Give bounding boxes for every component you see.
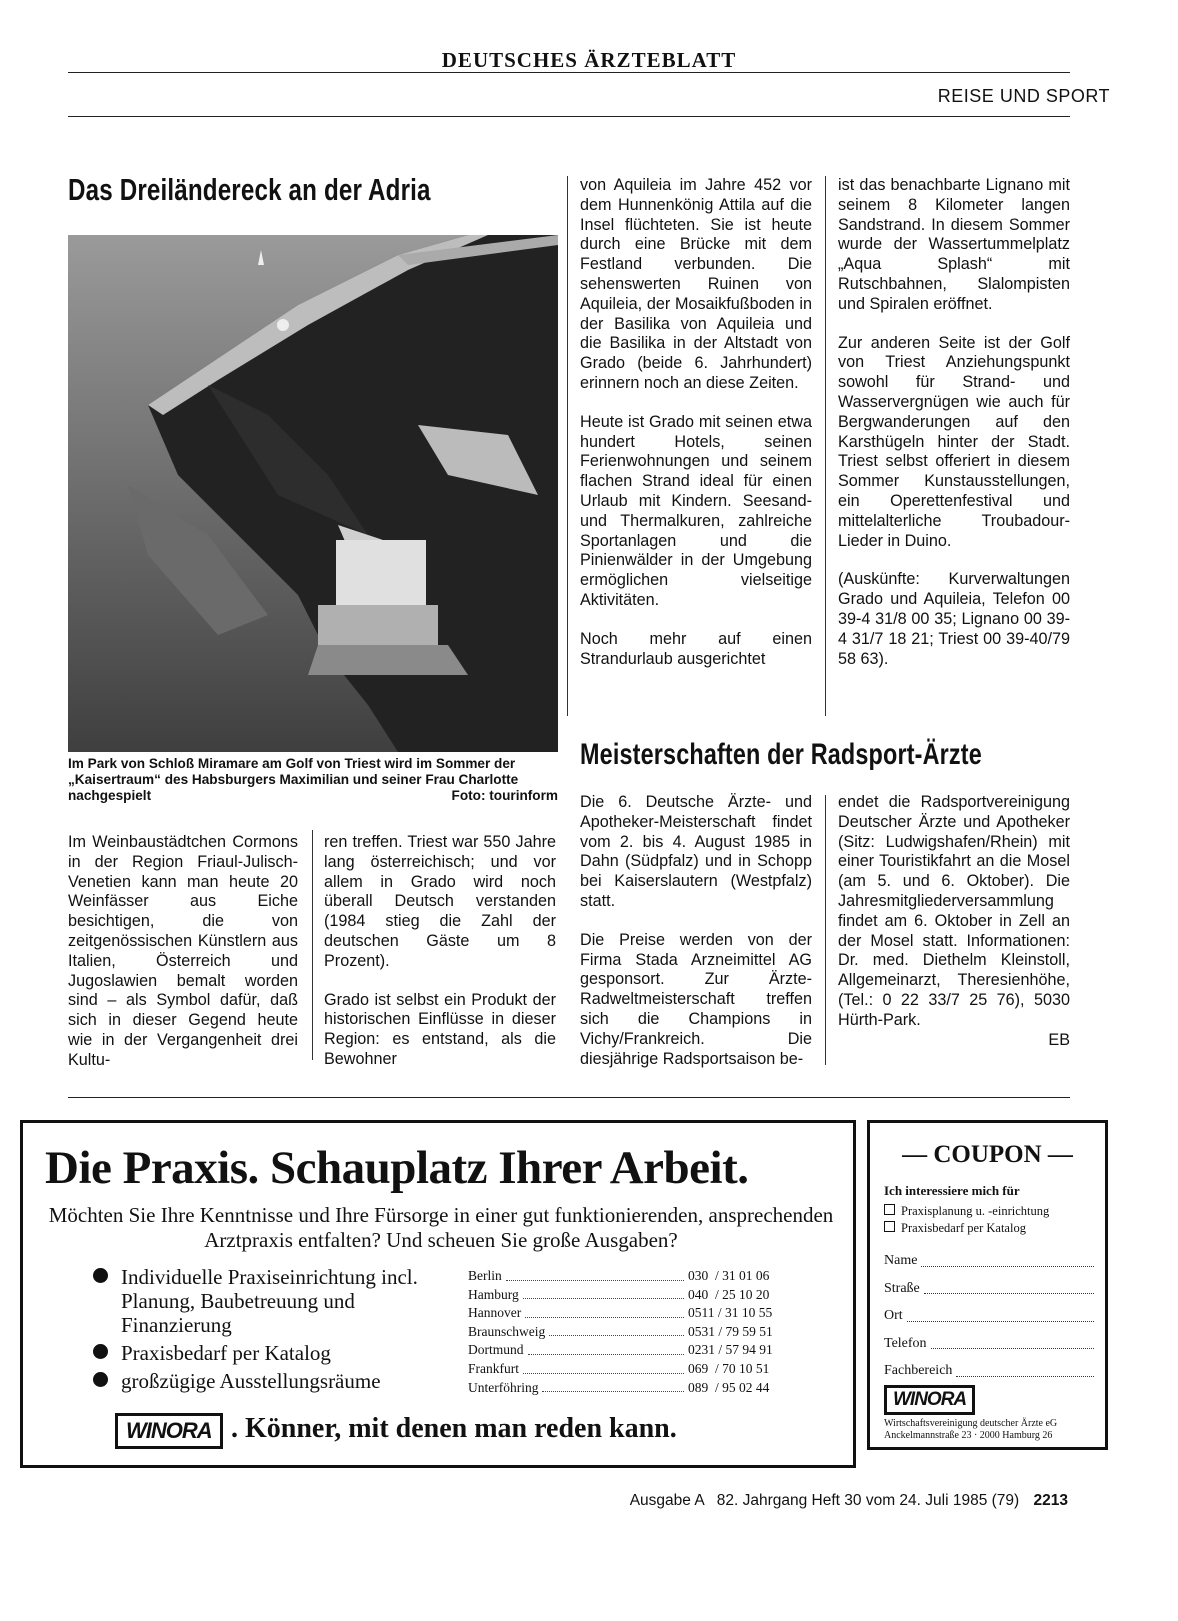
paragraph: Die 6. Deutsche Ärzte- und Apotheker-Meisterschaft findet vom 2. bis 4. August 1985 in Dahn (Südpfalz) und in Schopp bei Kaiserslautern (Westpfalz) statt. xyxy=(580,793,812,910)
paragraph: ren treffen. Triest war 550 Jahre lang österreichisch; und vor allem in Grado wird noch überall Deutsch verstanden (1984 stieg die Zahl der deutschen Gäste um 8 Prozent). xyxy=(324,833,556,970)
paragraph: Zur anderen Seite ist der Golf von Triest Anziehungspunkt sowohl für Strand- und Wasservergnügen wie auch für Bergwanderungen auf den Karsthügeln hinter der Stadt. Triest selbst offeriert in diesem Sommer Kunstausstellungen, ein Operettenfestival und mittelalterliche Troubadour-Lieder in Duino. xyxy=(838,333,1070,550)
bullet-icon xyxy=(93,1344,108,1359)
phone: 069 / 70 10 51 xyxy=(688,1360,770,1376)
coupon-form xyxy=(867,1120,1108,1450)
phone: 0231 / 57 94 91 xyxy=(688,1342,773,1358)
field-label: Name xyxy=(884,1253,918,1268)
city: Hamburg xyxy=(468,1286,519,1302)
article1-column-2 xyxy=(324,833,556,1089)
field-label: Telefon xyxy=(884,1335,927,1351)
ad-subtext: Möchten Sie Ihre Kenntnisse und Ihre Fürsorge in einer gut funktionierenden, ansprechenden Arztpraxis entfalten? Und scheuen Sie große Ausgaben? xyxy=(48,1203,834,1252)
ad-bullet-list xyxy=(93,1265,453,1393)
ad-bullet-item xyxy=(93,1265,453,1337)
bullet-icon xyxy=(93,1268,108,1283)
photo-credit: Foto: tourinform xyxy=(451,788,558,803)
coupon-winora-logo: WINORA xyxy=(884,1385,975,1415)
paragraph: endet die Radsportvereinigung Deutscher Ärzte und Apotheker (Sitz: Ludwigshafen/Rhein) mit einer Touristikfahrt an die Mosel (am 5. und 6. Oktober). Die Jahresmitgliederversammlung findet am 6. Oktober in Zell an der Mosel statt. Informationen: Dr. med. Diethelm Kleinstoll, Allgemeinarzt, Theresienhöhe, (Tel.: 0 22 33/7 25 76), 5030 Hürth-Park. xyxy=(838,793,1070,1029)
field-label: Fachbereich xyxy=(884,1363,953,1378)
city-phone-row xyxy=(468,1360,798,1379)
city: Dortmund xyxy=(468,1342,524,1358)
city-phone-row xyxy=(468,1304,798,1323)
paragraph: Im Weinbaustädtchen Cormons in der Region Friaul-Julisch-Venetien kann man heute 20 Weinfässer aus Eiche besichtigen, die von zeitgenössischen Künstlern aus Italien, Österreich und Jugoslawien bemalt worden sind – als Symbol dafür, daß sich in dieser Gegend heute wie in der Vergangenheit drei Kultu- xyxy=(68,833,298,1069)
paragraph: Grado ist selbst ein Produkt der historischen Einflüsse in dieser Region: es entstand, als die Bewohner xyxy=(324,990,556,1068)
winora-logo: WINORA xyxy=(115,1413,223,1449)
article1-column-3 xyxy=(580,176,812,688)
field-line[interactable] xyxy=(921,1247,1094,1267)
miramare-photo xyxy=(68,235,558,752)
section-rule xyxy=(68,116,1070,117)
masthead-rule xyxy=(68,72,1070,73)
checkbox-icon[interactable] xyxy=(884,1204,895,1215)
paragraph: Noch mehr auf einen Strandurlaub ausgerichtet xyxy=(580,629,812,668)
column-divider xyxy=(567,176,568,716)
coupon-field[interactable] xyxy=(884,1275,1094,1303)
article2-column-1 xyxy=(580,793,812,1088)
column-divider xyxy=(312,830,313,1060)
caption-text: Im Park von Schloß Miramare am Golf von Triest wird im Sommer der „Kaisertraum“ des Habsburgers Maximilian und seiner Frau Charlotte nachgespielt xyxy=(68,756,519,803)
option-label: Praxisbedarf per Katalog xyxy=(901,1221,1026,1235)
article2-headline: Meisterschaften der Radsport-Ärzte xyxy=(580,738,982,771)
ad-bullet-item xyxy=(93,1369,453,1393)
issue-info: Ausgabe A 82. Jahrgang Heft 30 vom 24. Juli 1985 (79) xyxy=(629,1492,1020,1509)
field-label: Ort xyxy=(884,1308,903,1323)
author-initials: EB xyxy=(1048,1030,1070,1049)
phone: 040 / 25 10 20 xyxy=(688,1286,770,1302)
paragraph: von Aquileia im Jahre 452 vor dem Hunnenkönig Attila auf die Insel flüchteten. Sie ist heute durch eine Brücke mit dem Festland verbunden. Die sehenswerten Ruinen von Aquileia, der Mosaikfußboden in der Basilika von Aquileia und die Basilika in der Altstadt von Grado (beide 6. Jahrhundert) erinnern noch an diese Zeiten. xyxy=(580,176,812,392)
city: Unterföhring xyxy=(468,1379,539,1395)
articles-bottom-rule xyxy=(68,1097,1070,1098)
winora-advertisement xyxy=(20,1120,856,1468)
field-label: Straße xyxy=(884,1280,920,1296)
coupon-interest-label: Ich interessiere mich für xyxy=(884,1183,1020,1198)
option-label: Praxisplanung u. -einrichtung xyxy=(901,1204,1050,1218)
coupon-address: Anckelmannstraße 23 · 2000 Hamburg 26 xyxy=(884,1430,1053,1441)
city: Berlin xyxy=(468,1268,502,1283)
phone: 0531 / 79 59 51 xyxy=(688,1323,773,1339)
coupon-title: — COUPON — xyxy=(902,1141,1073,1168)
coupon-field[interactable] xyxy=(884,1247,1094,1275)
phone: 0511 / 31 10 55 xyxy=(688,1305,773,1321)
photo-caption xyxy=(68,756,558,804)
paragraph: Heute ist Grado mit seinen etwa hundert Hotels, seinen Ferienwohnungen und seinem flachen Strand ideal für einen Urlaub mit Kindern. Seesand- und Thermalkuren, zahlreiche Sportanlagen und die Pinienwälder in der Umgebung ermöglichen vielseitige Aktivitäten. xyxy=(580,412,812,609)
ad-headline: Die Praxis. Schauplatz Ihrer Arbeit. xyxy=(45,1142,749,1194)
bullet-icon xyxy=(93,1372,108,1387)
article2-column-2 xyxy=(838,793,1070,1050)
coupon-org: Wirtschaftsvereinigung deutscher Ärzte eG xyxy=(884,1418,1058,1429)
checkbox-icon[interactable] xyxy=(884,1221,895,1232)
city-phone-row xyxy=(468,1286,798,1305)
city-phone-row xyxy=(468,1323,798,1342)
column-divider xyxy=(825,795,826,1065)
field-line[interactable] xyxy=(931,1330,1094,1350)
field-line[interactable] xyxy=(907,1302,1094,1322)
city-phone-row xyxy=(468,1379,798,1398)
coupon-fields xyxy=(884,1247,1094,1385)
paragraph: Die Preise werden von der Firma Stada Arzneimittel AG gesponsort. Zur Ärzte-Radweltmeisterschaft treffen sich die Champions in Vichy/Frankreich. Die diesjährige Radsportsaison be- xyxy=(580,930,812,1068)
bullet-text: Praxisbedarf per Katalog xyxy=(121,1341,331,1365)
column-divider xyxy=(825,176,826,716)
city: Braunschweig xyxy=(468,1323,546,1339)
ad-slogan: . Könner, mit denen man reden kann. xyxy=(231,1413,677,1444)
coupon-field[interactable] xyxy=(884,1330,1094,1358)
footer xyxy=(630,1492,1068,1510)
article1-column-4 xyxy=(838,176,1070,688)
coupon-option[interactable] xyxy=(884,1203,1049,1220)
coupon-address-block xyxy=(884,1418,1057,1442)
bullet-text: Individuelle Praxiseinrichtung incl. Planung, Baubetreuung und Finanzierung xyxy=(121,1265,418,1337)
field-line[interactable] xyxy=(924,1275,1094,1295)
phone: 089 / 95 02 44 xyxy=(688,1379,770,1395)
masthead: DEUTSCHES ÄRZTEBLATT xyxy=(441,48,737,72)
article1-column-1 xyxy=(68,833,298,1090)
paragraph: (Auskünfte: Kurverwaltungen Grado und Aquileia, Telefon 00 39-4 31/8 00 35; Lignano 00 39-4 31/7 18 21; Triest 00 39-40/79 58 63). xyxy=(838,570,1070,668)
bullet-text: großzügige Ausstellungsräume xyxy=(121,1369,381,1393)
ad-city-phone-list xyxy=(468,1267,798,1397)
coupon-options xyxy=(884,1203,1049,1237)
field-line[interactable] xyxy=(956,1357,1094,1377)
coupon-field[interactable] xyxy=(884,1357,1094,1385)
city: Hannover xyxy=(468,1305,522,1321)
section-label: REISE UND SPORT xyxy=(937,86,1110,106)
coupon-field[interactable] xyxy=(884,1302,1094,1330)
paragraph: ist das benachbarte Lignano mit seinem 8 Kilometer langen Sandstrand. In diesem Sommer wurde der Wassertummelplatz „Aqua Splash“ mit Rutschbahnen, Slalompisten und Spiralen eröffnet. xyxy=(838,176,1070,313)
coupon-option[interactable] xyxy=(884,1220,1049,1237)
ad-bullet-item xyxy=(93,1341,453,1365)
phone: 030 / 31 01 06 xyxy=(688,1268,770,1283)
city: Frankfurt xyxy=(468,1360,519,1376)
city-phone-row xyxy=(468,1267,798,1286)
article1-headline: Das Dreiländereck an der Adria xyxy=(68,172,431,207)
page-number: 2213 xyxy=(1033,1492,1068,1509)
city-phone-row xyxy=(468,1341,798,1360)
